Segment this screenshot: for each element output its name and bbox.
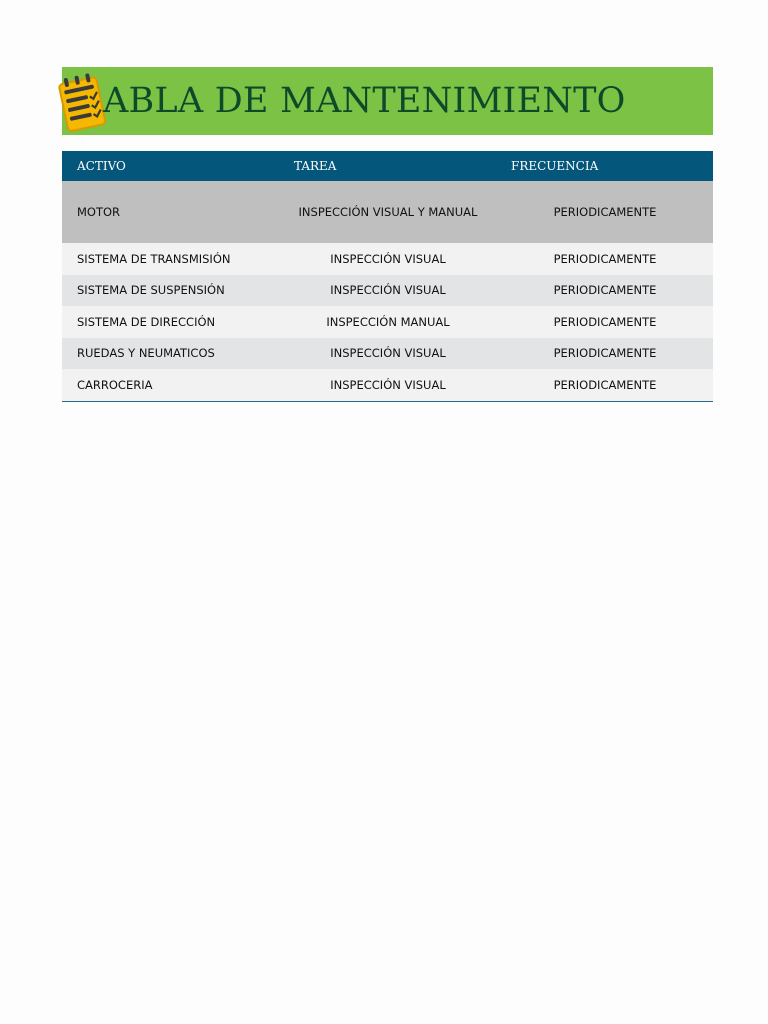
cell-frecuencia: PERIODICAMENTE	[553, 377, 657, 392]
cell-tarea: INSPECCIÓN VISUAL	[330, 377, 446, 392]
cell-frecuencia: PERIODICAMENTE	[553, 205, 657, 219]
cell-frecuencia: PERIODICAMENTE	[553, 314, 657, 329]
header-activo: ACTIVO	[77, 159, 126, 173]
cell-activo: SISTEMA DE TRANSMISIÓN	[77, 251, 231, 266]
table-header	[62, 151, 713, 181]
cell-activo: SISTEMA DE SUSPENSIÓN	[77, 283, 225, 298]
cell-tarea: INSPECCIÓN VISUAL Y MANUAL	[298, 205, 478, 219]
cell-activo: SISTEMA DE DIRECCIÓN	[77, 314, 216, 329]
cell-frecuencia: PERIODICAMENTE	[553, 251, 657, 266]
cell-tarea: INSPECCIÓN VISUAL	[330, 251, 446, 266]
cell-activo: CARROCERIA	[77, 377, 153, 392]
page-title: ABLA DE MANTENIMIENTO	[103, 81, 626, 121]
cell-tarea: INSPECCIÓN MANUAL	[326, 314, 450, 329]
table-row	[62, 338, 713, 370]
table-row	[62, 306, 713, 338]
header-frecuencia: FRECUENCIA	[511, 159, 599, 173]
header-tarea: TAREA	[294, 159, 337, 173]
table-row	[62, 181, 713, 243]
table-row	[62, 275, 713, 307]
maintenance-table	[62, 151, 713, 402]
cell-frecuencia: PERIODICAMENTE	[553, 346, 657, 361]
cell-activo: RUEDAS Y NEUMATICOS	[77, 346, 215, 361]
cell-tarea: INSPECCIÓN VISUAL	[330, 346, 446, 361]
cell-activo: MOTOR	[77, 205, 121, 219]
cell-tarea: INSPECCIÓN VISUAL	[330, 283, 446, 298]
cell-frecuencia: PERIODICAMENTE	[553, 283, 657, 298]
table-row	[62, 369, 713, 401]
table-row	[62, 243, 713, 275]
